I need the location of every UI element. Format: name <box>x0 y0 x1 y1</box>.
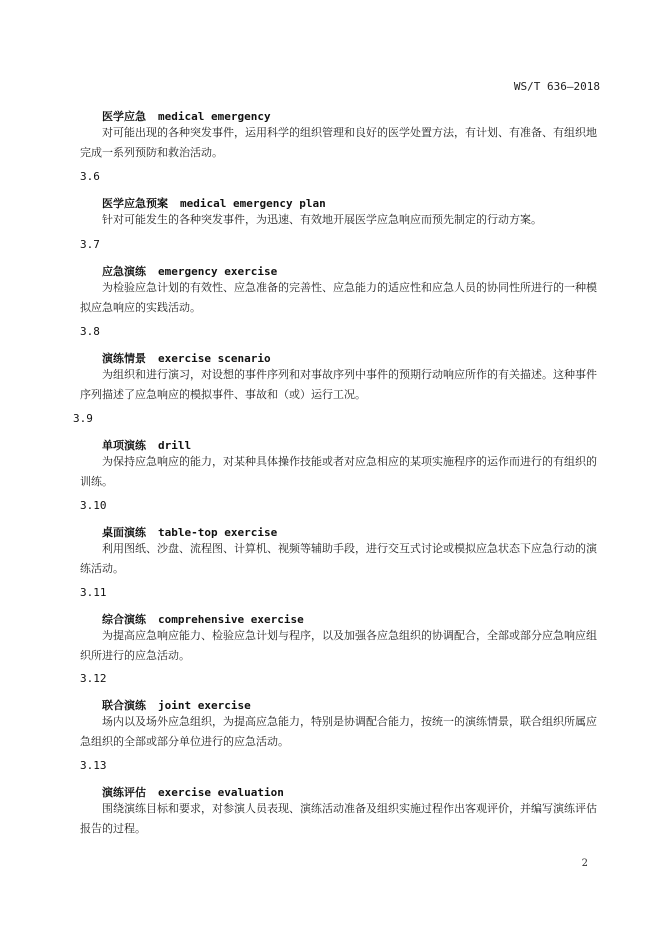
term-heading <box>102 524 277 540</box>
term-en: joint exercise <box>158 699 251 712</box>
term-heading <box>102 784 284 800</box>
term-en: medical emergency <box>158 110 271 123</box>
entry-number: 3.10 <box>80 499 107 512</box>
page-number: 2 <box>581 858 588 869</box>
term-definition: 为检验应急计划的有效性、应急准备的完善性、应急能力的适应性和应急人员的协同性所进行的一种模拟应急响应的实践活动。 <box>80 281 597 314</box>
term-zh: 联合演练 <box>102 699 146 712</box>
entry-number: 3.11 <box>80 586 107 599</box>
term-zh: 演练情景 <box>102 352 146 365</box>
term-zh: 演练评估 <box>102 786 146 799</box>
term-en: comprehensive exercise <box>158 613 304 626</box>
entry-number: 3.9 <box>73 412 93 425</box>
term-zh: 桌面演练 <box>102 526 146 539</box>
term-definition: 为提高应急响应能力、检验应急计划与程序，以及加强各应急组织的协调配合，全部或部分应急响应组织所进行的应急活动。 <box>80 629 597 662</box>
term-definition: 为保持应急响应的能力，对某种具体操作技能或者对应急相应的某项实施程序的运作而进行的有组织的训练。 <box>80 455 597 488</box>
term-zh: 应急演练 <box>102 265 146 278</box>
term-zh: 医学应急预案 <box>102 197 168 210</box>
term-en: emergency exercise <box>158 265 278 278</box>
term-heading <box>102 437 191 453</box>
term-zh: 综合演练 <box>102 613 146 626</box>
term-heading <box>102 195 326 211</box>
term-definition: 对可能出现的各种突发事件，运用科学的组织管理和良好的医学处置方法，有计划、有准备、有组织地完成一系列预防和救治活动。 <box>80 126 597 159</box>
term-zh: 医学应急 <box>102 110 146 123</box>
term-en: exercise scenario <box>158 352 271 365</box>
entry-number: 3.8 <box>80 325 100 338</box>
entry-number: 3.6 <box>80 170 100 183</box>
entry-number: 3.12 <box>80 672 107 685</box>
term-definition: 围绕演练目标和要求，对参演人员表现、演练活动准备及组织实施过程作出客观评价，并编写演练评估报告的过程。 <box>80 802 597 835</box>
term-en: table-top exercise <box>158 526 278 539</box>
entry-number: 3.13 <box>80 759 107 772</box>
document-header: WS/T 636—2018 <box>513 80 600 93</box>
term-en: medical emergency plan <box>180 197 326 210</box>
entry-number: 3.7 <box>80 238 100 251</box>
term-en: exercise evaluation <box>158 786 284 799</box>
term-definition: 针对可能发生的各种突发事件，为迅速、有效地开展医学应急响应而预先制定的行动方案。 <box>102 213 542 226</box>
term-definition: 场内以及场外应急组织，为提高应急能力，特别是协调配合能力，按统一的演练情景，联合组织所属应急组织的全部或部分单位进行的应急活动。 <box>80 715 597 748</box>
term-definition: 为组织和进行演习，对设想的事件序列和对事故序列中事件的预期行动响应所作的有关描述。这种事件序列描述了应急响应的模拟事件、事故和（或）运行工况。 <box>80 368 597 401</box>
term-zh: 单项演练 <box>102 439 146 452</box>
term-heading <box>102 108 271 124</box>
term-definition: 利用图纸、沙盘、流程图、计算机、视频等辅助手段，进行交互式讨论或模拟应急状态下应急行动的演练活动。 <box>80 542 597 575</box>
term-heading <box>102 263 277 279</box>
term-heading <box>102 611 304 627</box>
term-heading <box>102 697 251 713</box>
term-en: drill <box>158 439 192 452</box>
term-heading <box>102 350 271 366</box>
